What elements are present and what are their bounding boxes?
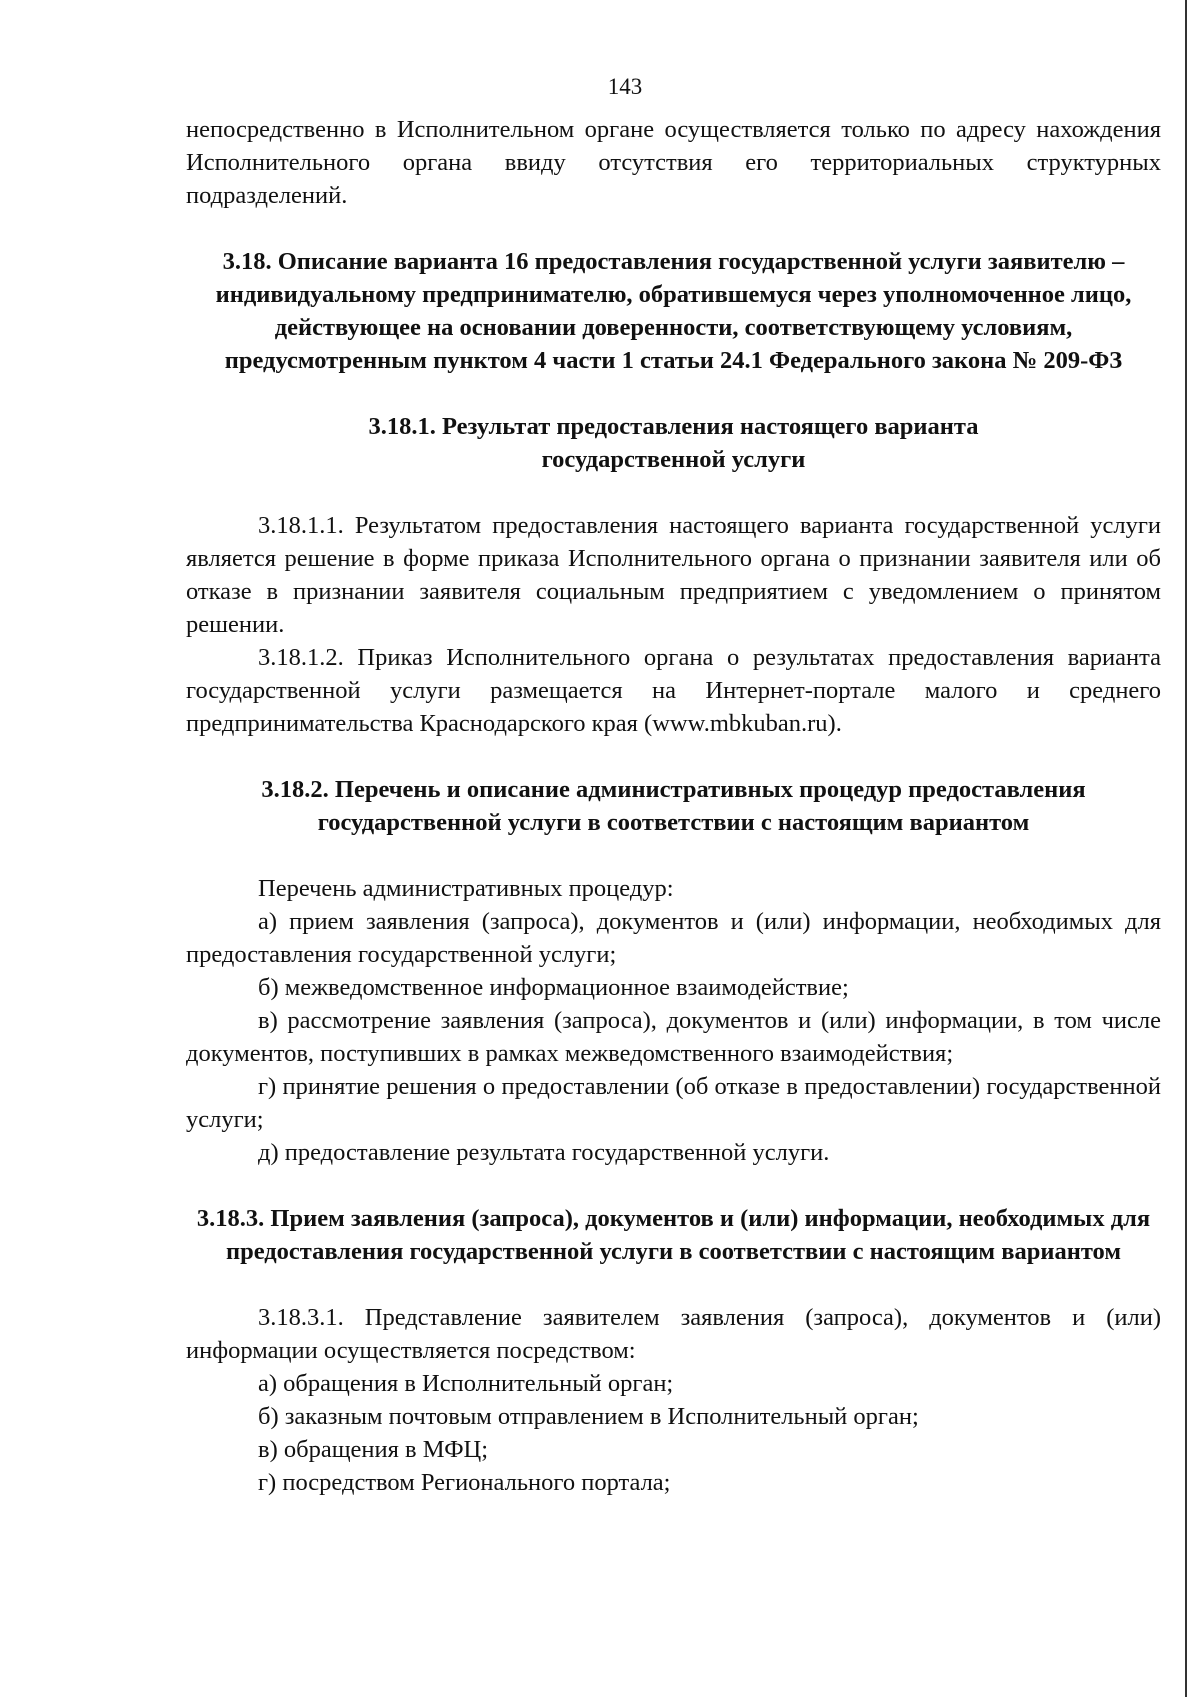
procedure-item-d: д) предоставление результата государственной услуги. — [258, 1139, 830, 1166]
submission-item-a: а) обращения в Исполнительный орган; — [258, 1370, 674, 1397]
section-3-18-1-2-paragraph: 3.18.1.2. Приказ Исполнительного органа о результатах предоставления варианта государственной услуги размещается на Интернет-портале малого и среднего предпринимательства Краснодарского края (www.mbkuban.ru). — [186, 644, 1161, 737]
procedure-item-b: б) межведомственное информационное взаимодействие; — [258, 974, 849, 1001]
procedure-item-v: в) рассмотрение заявления (запроса), документов и (или) информации, в том числе документов, поступивших в рамках межведомственного взаимодействия; — [186, 1007, 1161, 1067]
procedure-item-a: а) прием заявления (запроса), документов и (или) информации, необходимых для предоставления государственной услуги; — [186, 908, 1161, 968]
submission-item-b: б) заказным почтовым отправлением в Исполнительный орган; — [258, 1403, 919, 1430]
page-number: 143 — [607, 74, 643, 99]
procedure-item-g: г) принятие решения о предоставлении (об отказе в предоставлении) государственной услуги; — [186, 1073, 1161, 1133]
document-body — [186, 113, 1161, 1499]
submission-item-v: в) обращения в МФЦ; — [258, 1436, 489, 1463]
section-3-18-1-heading: 3.18.1. Результат предоставления настоящего варианта государственной услуги — [368, 413, 979, 473]
section-3-18-1-1-paragraph: 3.18.1.1. Результатом предоставления настоящего варианта государственной услуги является решение в форме приказа Исполнительного органа о признании заявителя или об отказе в признании заявителя социальным предприятием с уведомлением о принятом решении. — [186, 512, 1161, 638]
procedures-intro: Перечень административных процедур: — [258, 875, 674, 902]
submission-item-g: г) посредством Регионального портала; — [258, 1469, 671, 1496]
section-3-18-2-heading: 3.18.2. Перечень и описание административных процедур предоставления государственной услуги в соответствии с настоящим вариантом — [261, 776, 1086, 836]
intro-paragraph: непосредственно в Исполнительном органе осуществляется только по адресу нахождения Исполнительного органа ввиду отсутствия его территориальных структурных подразделений. — [186, 116, 1161, 209]
section-3-18-3-heading: 3.18.3. Прием заявления (запроса), документов и (или) информации, необходимых для предоставления государственной услуги в соответствии с настоящим вариантом — [196, 1205, 1151, 1265]
section-3-18-3-1-paragraph: 3.18.3.1. Представление заявителем заявления (запроса), документов и (или) информации осуществляется посредством: — [186, 1304, 1161, 1364]
section-3-18-heading: 3.18. Описание варианта 16 предоставления государственной услуги заявителю – индивидуальному предпринимателю, обратившемуся через уполномоченное лицо, действующее на основании доверенности, соответствующему условиям, предусмотренным пунктом 4 части 1 статьи 24.1 Федерального закона № 209-ФЗ — [215, 248, 1132, 374]
